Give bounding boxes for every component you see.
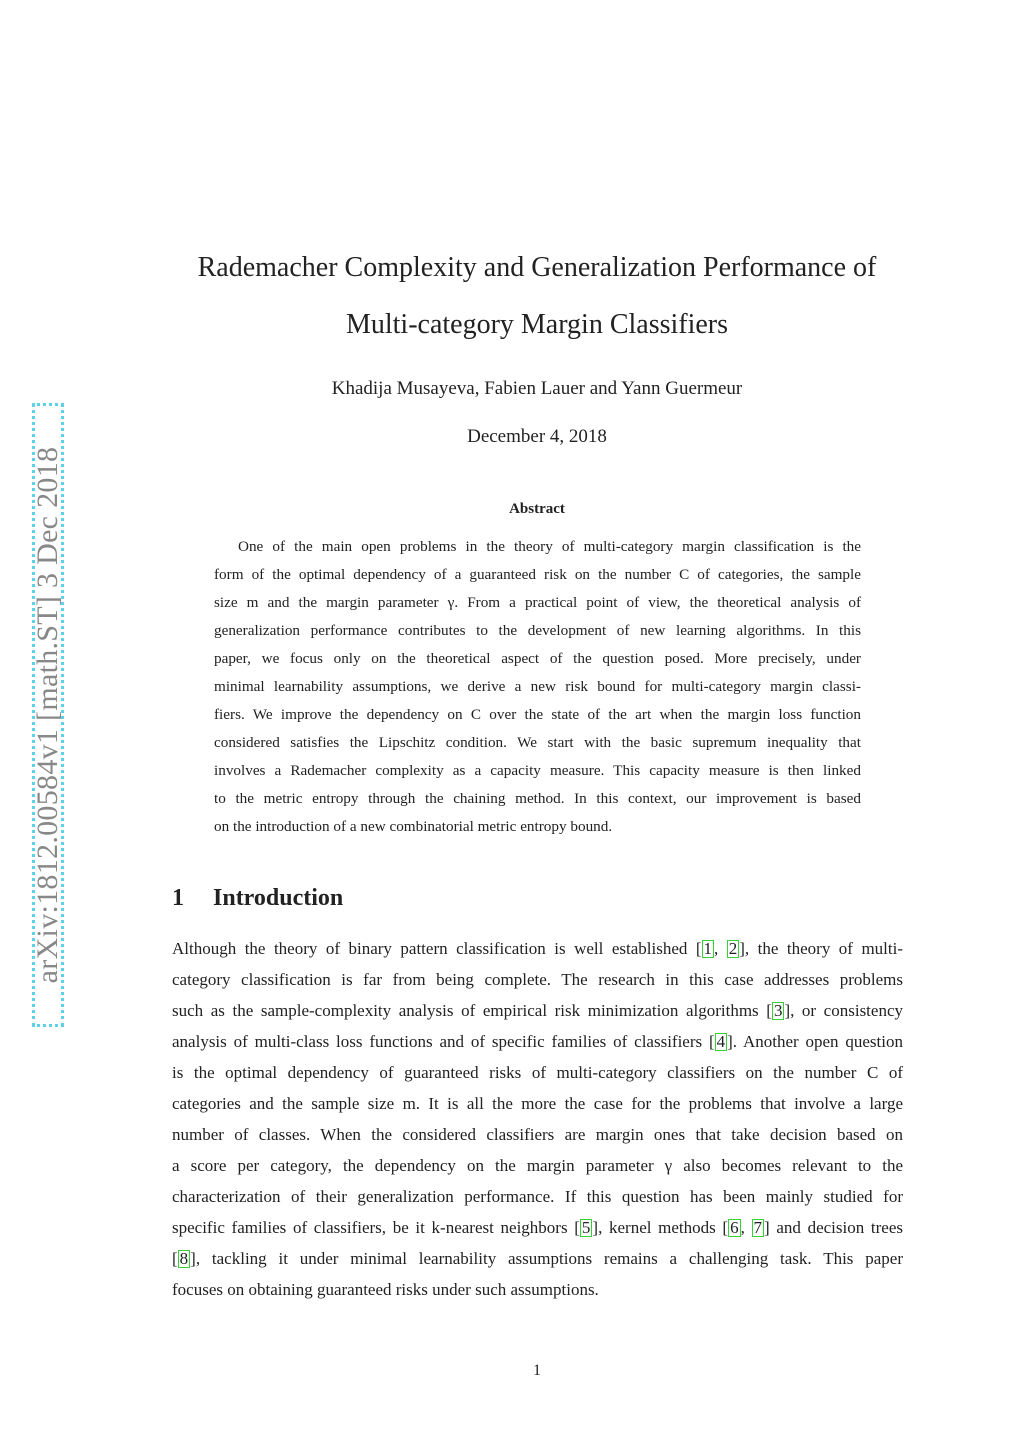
section-title: Introduction: [213, 885, 344, 911]
citation-link[interactable]: 3: [773, 1001, 783, 1020]
citation-link[interactable]: 4: [716, 1032, 726, 1051]
body-line: specific families of classifiers, be it k-nearest neighbors [ 5 ], kernel methods [ 6 , 7 ] and decision trees: [172, 1218, 904, 1237]
body-line: category classification is far from being complete. The research in this case addresses problems: [172, 970, 903, 989]
paper-date: December 4, 2018: [467, 426, 607, 447]
body-line: characterization of their generalization performance. If this question has been mainly studied for: [172, 1187, 903, 1206]
body-line: is the optimal dependency of guaranteed risks of multi-category classifiers on the number C of: [172, 1063, 903, 1082]
body-line: such as the sample-complexity analysis of empirical risk minimization algorithms [ 3 ], or consistency: [172, 1001, 904, 1020]
abstract-line: form of the optimal dependency of a guaranteed risk on the number C of categories, the sample: [214, 566, 861, 583]
paper-title-line-2: Multi-category Margin Classifiers: [345, 309, 729, 340]
abstract-line: considered satisfies the Lipschitz condition. We start with the basic supremum inequality that: [214, 734, 861, 751]
paper-title-line-1: Rademacher Complexity and Generalization Performance of: [197, 252, 877, 283]
citation-link[interactable]: 2: [728, 939, 738, 958]
abstract-line: paper, we focus only on the theoretical aspect of the question posed. More precisely, under: [214, 650, 861, 667]
section-number: 1: [172, 885, 184, 911]
body-line: focuses on obtaining guaranteed risks under such assumptions.: [172, 1280, 599, 1299]
abstract-line: generalization performance contributes to the development of new learning algorithms. In this: [214, 622, 861, 639]
abstract-line: size m and the margin parameter γ. From a practical point of view, the theoretical analysis of: [214, 594, 861, 611]
abstract-line: on the introduction of a new combinatorial metric entropy bound.: [214, 818, 613, 835]
page-number: 1: [533, 1362, 541, 1379]
body-line: analysis of multi-class loss functions and of specific families of classifiers [ 4 ]. Another open question: [172, 1032, 903, 1051]
abstract-line: minimal learnability assumptions, we derive a new risk bound for multi-category margin classi-: [214, 678, 861, 695]
citation-link[interactable]: 6: [730, 1218, 739, 1237]
body-line: Although the theory of binary pattern classification is well established [ 1 , 2 ], the theory of multi-: [172, 939, 903, 958]
abstract-line: One of the main open problems in the theory of multi-category margin classification is the: [238, 538, 861, 555]
abstract-line: involves a Rademacher complexity as a capacity measure. This capacity measure is then linked: [214, 762, 861, 779]
body-line: a score per category, the dependency on the margin parameter γ also becomes relevant to the: [172, 1156, 903, 1175]
abstract-line: to the metric entropy through the chaining method. In this context, our improvement is based: [214, 790, 861, 807]
citation-link[interactable]: 5: [581, 1218, 591, 1237]
body-line: [ 8 ], tackling it under minimal learnability assumptions remains a challenging task. This paper: [172, 1249, 903, 1268]
abstract-line: fiers. We improve the dependency on C over the state of the art when the margin loss function: [214, 706, 861, 723]
citation-link[interactable]: 1: [703, 939, 713, 958]
body-line: categories and the sample size m. It is all the more the case for the problems that involve a large: [172, 1094, 903, 1113]
body-line: number of classes. When the considered classifiers are margin ones that take decision based on: [172, 1125, 903, 1144]
arxiv-identifier[interactable]: arXiv:1812.00584v1 [math.ST] 3 Dec 2018: [31, 446, 64, 984]
abstract-heading: Abstract: [509, 501, 565, 517]
citation-link[interactable]: 7: [753, 1218, 763, 1237]
citation-link[interactable]: 8: [179, 1249, 189, 1268]
paper-authors: Khadija Musayeva, Fabien Lauer and Yann Guermeur: [331, 378, 743, 399]
